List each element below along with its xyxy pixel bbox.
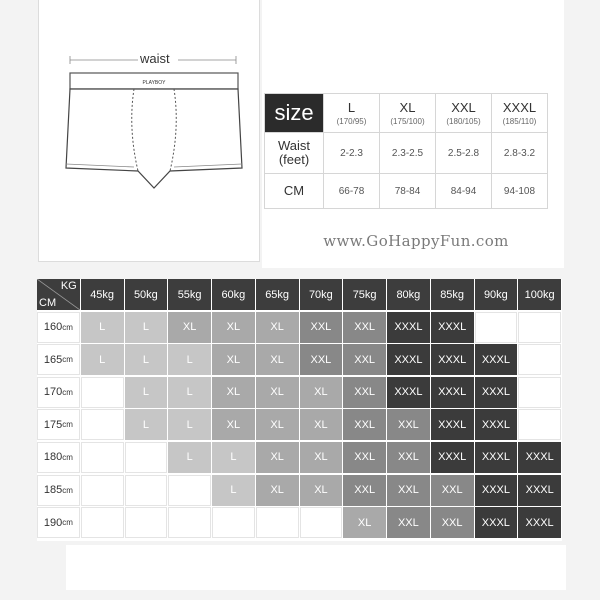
boxer-brief-illustration xyxy=(50,48,250,198)
corner-cm-label: CM xyxy=(39,297,57,309)
size-cell: XXXL xyxy=(475,409,518,440)
size-recommendation-grid xyxy=(37,279,562,541)
size-cell: XXXL xyxy=(431,442,474,473)
weight-header: 100kg xyxy=(518,279,561,310)
height-header: 180 cm xyxy=(37,442,80,473)
waist-value: 2-2.3 xyxy=(324,133,380,174)
size-cell: XXL xyxy=(300,312,343,343)
grid-row xyxy=(37,312,562,345)
size-cell: L xyxy=(212,475,255,506)
empty-cell xyxy=(125,507,168,538)
grid-row xyxy=(37,442,562,475)
empty-cell xyxy=(81,409,124,440)
height-header: 170 cm xyxy=(37,377,80,408)
size-cell: XXXL xyxy=(387,312,430,343)
size-cell: XXL xyxy=(387,475,430,506)
weight-header: 90kg xyxy=(475,279,518,310)
empty-cell xyxy=(125,442,168,473)
size-cell: XXXL xyxy=(387,377,430,408)
size-cell: XL xyxy=(212,377,255,408)
empty-cell xyxy=(518,344,561,375)
watermark-url: www.GoHappyFun.com xyxy=(323,232,509,250)
grid-row xyxy=(37,409,562,442)
grid-row xyxy=(37,507,562,540)
cm-value: 78-84 xyxy=(380,174,436,209)
weight-header: 55kg xyxy=(168,279,211,310)
size-cell: XXXL xyxy=(387,344,430,375)
size-cell: L xyxy=(212,442,255,473)
size-cell: XXXL xyxy=(518,442,561,473)
brand-label: PLAYBOY xyxy=(142,80,166,86)
size-cell: XXXL xyxy=(518,507,561,538)
weight-header: 85kg xyxy=(431,279,474,310)
waist-value: 2.5-2.8 xyxy=(436,133,492,174)
height-header: 185 cm xyxy=(37,475,80,506)
size-cell: L xyxy=(81,312,124,343)
size-cell: XXL xyxy=(387,507,430,538)
size-cell: XL xyxy=(256,409,299,440)
size-cell: XL xyxy=(300,377,343,408)
size-cell: XL xyxy=(300,442,343,473)
size-cell: XL xyxy=(256,377,299,408)
cm-value: 94-108 xyxy=(492,174,548,209)
size-cell: XXXL xyxy=(475,377,518,408)
empty-cell xyxy=(212,507,255,538)
empty-cell xyxy=(81,377,124,408)
size-cell: L xyxy=(81,344,124,375)
size-cell: XL xyxy=(212,344,255,375)
weight-header: 50kg xyxy=(125,279,168,310)
size-cell: XXL xyxy=(431,507,474,538)
empty-cell xyxy=(518,409,561,440)
empty-cell xyxy=(518,377,561,408)
size-cell: XXL xyxy=(387,409,430,440)
waist-row-label: Waist (feet) xyxy=(265,133,324,174)
size-col-xl: XL (175/100) xyxy=(380,94,436,133)
size-cell: XL xyxy=(212,312,255,343)
size-cell: XL xyxy=(256,344,299,375)
size-cell: L xyxy=(168,377,211,408)
size-cell: XXL xyxy=(431,475,474,506)
size-cell: XXXL xyxy=(475,475,518,506)
size-cell: XL xyxy=(300,409,343,440)
empty-cell xyxy=(81,507,124,538)
empty-cell xyxy=(125,475,168,506)
size-cell: XXXL xyxy=(431,312,474,343)
size-cell: L xyxy=(168,409,211,440)
size-cell: L xyxy=(125,344,168,375)
size-cell: XXXL xyxy=(431,409,474,440)
size-cell: L xyxy=(125,312,168,343)
size-col-l: L (170/95) xyxy=(324,94,380,133)
weight-header: 70kg xyxy=(300,279,343,310)
empty-cell xyxy=(300,507,343,538)
size-cell: XL xyxy=(256,442,299,473)
size-cell: XXL xyxy=(343,377,386,408)
empty-cell xyxy=(475,312,518,343)
empty-cell xyxy=(81,442,124,473)
grid-corner-header xyxy=(37,279,80,310)
grid-row xyxy=(37,377,562,410)
waist-label: waist xyxy=(140,51,170,66)
size-cell: XXL xyxy=(387,442,430,473)
cm-row-label: CM xyxy=(265,174,324,209)
weight-header: 45kg xyxy=(81,279,124,310)
waist-value: 2.3-2.5 xyxy=(380,133,436,174)
size-col-xxxl: XXXL (185/110) xyxy=(492,94,548,133)
size-cell: XXL xyxy=(343,344,386,375)
size-cell: XXXL xyxy=(475,442,518,473)
height-header: 165 cm xyxy=(37,344,80,375)
size-cell: XXXL xyxy=(475,507,518,538)
corner-kg-label: KG xyxy=(60,280,77,292)
size-cell: XXXL xyxy=(518,475,561,506)
size-cell: XXL xyxy=(343,442,386,473)
height-header: 175 cm xyxy=(37,409,80,440)
size-cell: L xyxy=(168,344,211,375)
size-col-xxl: XXL (180/105) xyxy=(436,94,492,133)
cm-value: 66-78 xyxy=(324,174,380,209)
size-cell: L xyxy=(168,442,211,473)
weight-header: 80kg xyxy=(387,279,430,310)
weight-header: 60kg xyxy=(212,279,255,310)
size-cell: XL xyxy=(168,312,211,343)
size-cell: XXXL xyxy=(431,377,474,408)
empty-cell xyxy=(168,507,211,538)
empty-cell xyxy=(168,475,211,506)
empty-cell xyxy=(81,475,124,506)
grid-row xyxy=(37,475,562,508)
grid-row xyxy=(37,344,562,377)
size-cell: XL xyxy=(300,475,343,506)
size-cell: XXL xyxy=(343,475,386,506)
size-cell: XXL xyxy=(343,312,386,343)
size-cell: XL xyxy=(256,312,299,343)
weight-header: 75kg xyxy=(343,279,386,310)
size-cell: XXXL xyxy=(475,344,518,375)
size-header: size xyxy=(265,94,324,133)
size-cell: XL xyxy=(212,409,255,440)
empty-cell xyxy=(256,507,299,538)
waist-value: 2.8-3.2 xyxy=(492,133,548,174)
size-cell: L xyxy=(125,409,168,440)
size-table xyxy=(264,93,548,209)
size-cell: XL xyxy=(343,507,386,538)
weight-header: 65kg xyxy=(256,279,299,310)
height-header: 160 cm xyxy=(37,312,80,343)
size-cell: XXXL xyxy=(431,344,474,375)
empty-cell xyxy=(518,312,561,343)
bottom-panel xyxy=(66,545,566,590)
size-cell: XXL xyxy=(300,344,343,375)
cm-value: 84-94 xyxy=(436,174,492,209)
height-header: 190 cm xyxy=(37,507,80,538)
size-cell: XXL xyxy=(343,409,386,440)
size-cell: XL xyxy=(256,475,299,506)
size-cell: L xyxy=(125,377,168,408)
